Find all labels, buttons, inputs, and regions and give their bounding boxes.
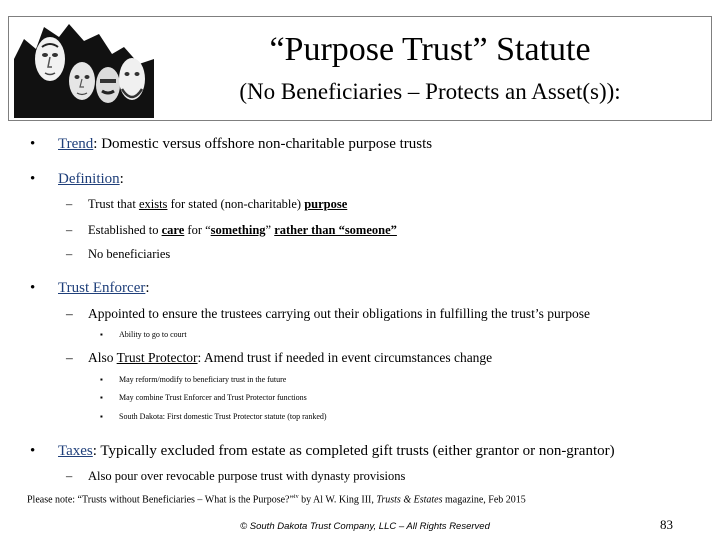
protector-subitem-text: South Dakota: First domestic Trust Protector statute (top ranked) (119, 412, 327, 421)
definition-item-1-exists: exists (138, 197, 168, 211)
bullet-dot-icon: • (30, 280, 36, 296)
reference-note (27, 490, 526, 507)
note-superscript: iv (293, 494, 299, 500)
bullet-dot-icon: • (30, 443, 36, 459)
enforcer-item-1-text: Appointed to ensure the trustees carrying out their obligations in fulfilling the trust’s purpose (88, 306, 591, 321)
bullet-dot-icon: • (30, 171, 36, 187)
enforcer-subitem-text: Ability to go to court (119, 330, 187, 339)
note-author: by Al W. King III, (298, 494, 377, 506)
definition-item-2-something: something (210, 223, 266, 237)
taxes-text: Typically excluded from estate as completed gift trusts (either grantor or non-grantor) (96, 443, 615, 459)
enforcer-label: Trust Enforcer (58, 280, 146, 296)
definition-item-1-text-a: Trust that (88, 197, 139, 211)
definition-item-1-text-c: for stated (non-charitable) (167, 197, 305, 211)
taxes-item-1-text: Also pour over revocable purpose trust with dynasty provisions (88, 469, 406, 483)
protector-subitem-text: May combine Trust Enforcer and Trust Protector functions (119, 393, 307, 402)
definition-colon: : (119, 171, 124, 187)
definition-item-2-text-c: for “ (184, 223, 211, 237)
slide-title: “Purpose Trust” Statute (269, 31, 591, 68)
protector-subitem-text: May reform/modify to beneficiary trust in the future (119, 375, 287, 384)
copyright-footer: © South Dakota Trust Company, LLC – All Rights Reserved (240, 521, 490, 532)
taxes-label: Taxes (58, 443, 93, 459)
enforcer-item-2-text-a: Also (88, 350, 117, 365)
definition-item-2-text-e: ” (265, 223, 275, 237)
trend-label: Trend (58, 136, 94, 152)
trend-colon: : (93, 136, 98, 152)
taxes-colon: : (92, 443, 97, 459)
note-suffix: magazine, Feb 2015 (442, 494, 526, 506)
page-number: 83 (660, 517, 673, 532)
enforcer-colon: : (145, 280, 150, 296)
definition-item-3-text: No beneficiaries (88, 247, 171, 261)
enforcer-item-2-text-c: : Amend trust if needed in event circumstances change (197, 350, 493, 365)
definition-label: Definition (58, 171, 120, 187)
bullet-dot-icon: • (30, 136, 36, 152)
enforcer-item-2-protector: Trust Protector (116, 350, 198, 365)
definition-item-1-purpose: purpose (304, 197, 348, 211)
slide-subtitle: (No Beneficiaries – Protects an Asset(s)): (239, 79, 621, 104)
definition-item-2-text-a: Established to (88, 223, 162, 237)
definition-item-2-care: care (161, 223, 185, 237)
definition-item-2-rather: rather than “someone” (274, 223, 397, 237)
note-prefix: Please note: “Trusts without Beneficiaries – What is the Purpose?” (27, 494, 294, 506)
note-magazine: Trusts & Estates (376, 494, 443, 506)
trend-text: Domestic versus offshore non-charitable purpose trusts (97, 136, 433, 152)
mount-rushmore-icon (14, 19, 154, 118)
